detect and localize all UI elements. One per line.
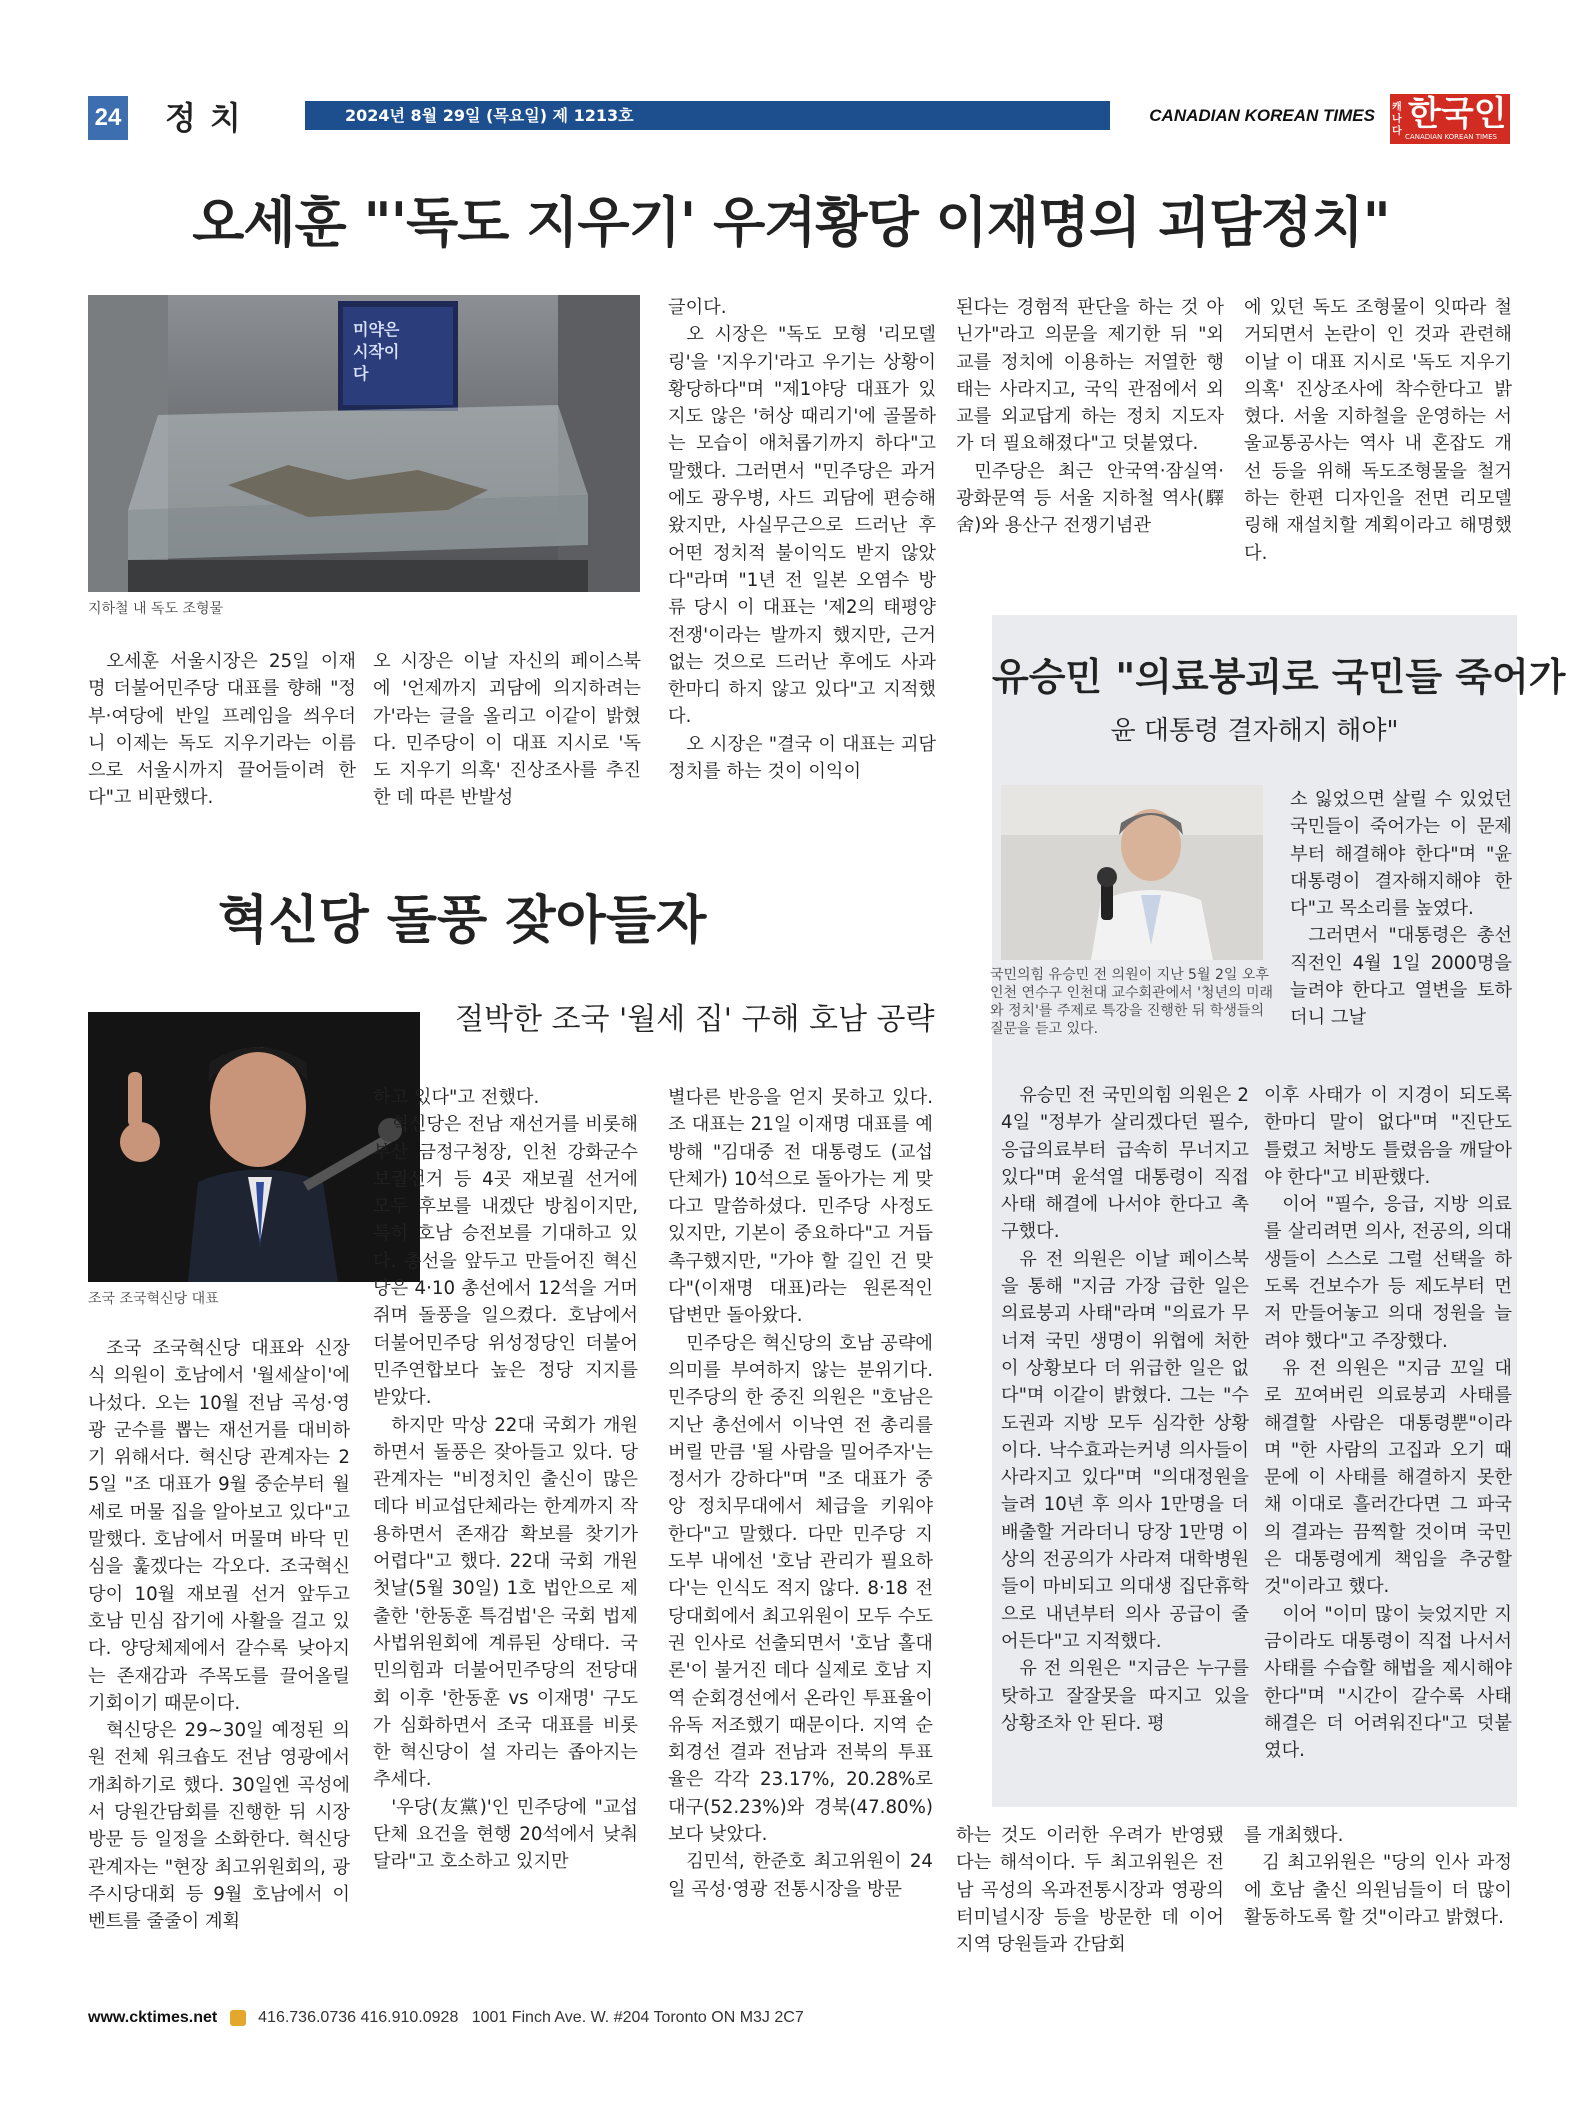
article1-headline: 오세훈 "'독도 지우기' 우겨황당 이재명의 괴담정치" — [192, 191, 1390, 254]
paragraph: 오 시장은 "독도 모형 '리모델링'을 '지우기'라고 우기는 상황이 황당하다"며 "제1야당 대표가 있지도 않은 '허상 때리기'에 골몰하는 모습이 애처롭기까지 하다"고 말했다. 그러면서 "민주당은 과거에도 광우병, 사드 괴담에 편승해 왔지만, 사실무근으로 드러난 후 어떤 정치적 불이익도 받지 않았다"라며 "1년 전 일본 오염수 방류 당시 이 대표는 '제2의 태평양 전쟁'이라는 발까지 했지만, 근거 없는 것으로 드러난 후에도 사과 한마디 하지 않고 있다"고 지적했다. — [668, 324, 936, 728]
paragraph: 이어 "필수, 응급, 지방 의료를 살리려면 의사, 전공의, 의대생들이 스스로 그럴 선택을 하도록 건보수가 등 제도부터 먼저 만들어놓고 의대 정원을 늘려야 했다"고 주장했다. — [1264, 1194, 1512, 1352]
page-number: 24 — [88, 96, 128, 140]
paragraph: 유 전 의원은 "지금은 누구를 탓하고 잘잘못을 따지고 있을 상황조차 안 된다. 평 — [1001, 1658, 1249, 1734]
article3-headline: 유승민 "의료붕괴로 국민들 죽어가 — [992, 655, 1566, 699]
article3-column-1 — [1001, 1082, 1249, 1792]
paragraph: 혁신당은 전남 재선거를 비롯해 부산 금정구청장, 인천 강화군수 보궐선거 등 4곳 재보궐 선거에 모두 후보를 내겠단 방침이지만, 특히 호남 승전보를 기대하고 있다. 총선을 앞두고 만들어진 혁신당은 4·10 총선에서 12석을 거머쥐며 돌풍을 일으켰다. 호남에서 더불어민주당 위성정당인 더불어민주연합보다 높은 정당 지지를 받았다. — [373, 1114, 638, 1409]
paragraph: 별다른 반응을 얻지 못하고 있다. 조 대표는 21일 이재명 대표를 예방해 "김대중 전 대통령도 (교섭단체가) 10석으로 돌아가는 게 맞다고 말씀하셨다. 민주당 사정도 있지만, 기본이 중요하다"고 거듭 촉구했지만, "가야 할 길인 건 맞다"(이재명 대표)라는 원론적인 답변만 돌아왔다. — [668, 1087, 933, 1327]
article1-photo — [88, 295, 640, 592]
article3-photo-caption: 국민의힘 유승민 전 의원이 지난 5월 2일 오후 인천 연수구 인천대 교수회관에서 '청년의 미래와 정치'를 주제로 특강을 진행한 뒤 학생들의 질문을 듣고 있다. — [990, 967, 1274, 1037]
paragraph: 소 잃었으면 살릴 수 있었던 국민들이 죽어가는 이 문제부터 해결해야 한다"며 "윤 대통령이 결자해지해야 한다"고 목소리를 높였다. — [1290, 789, 1512, 920]
article1-column-3 — [668, 294, 936, 862]
article2-column-3 — [668, 1084, 933, 1995]
svg-text:미약은: 미약은 — [353, 320, 400, 339]
paragraph: 글이다. — [668, 297, 727, 318]
paragraph: 하지만 막상 22대 국회가 개원하면서 돌풍은 잦아들고 있다. 당 관계자는 "비정치인 출신이 많은 데다 비교섭단체라는 한계까지 작용하면서 존재감 확보를 찾기가 어렵다"고 했다. 22대 국회 개원 첫날(5월 30일) 1호 법안으로 제출한 '한동훈 특검법'은 국회 법제사법위원회에 계류된 상태다. 국민의힘과 더불어민주당의 전당대회 이후 '한동훈 vs 이재명' 구도가 심화하면서 조국 대표를 비롯한 혁신당이 설 자리는 좁아지는 추세다. — [373, 1414, 638, 1791]
logo-small-text: 캐나다 — [1392, 102, 1402, 137]
svg-text:다: 다 — [353, 364, 369, 383]
article2-column-1 — [88, 1335, 350, 1995]
article2-column-4 — [956, 1822, 1224, 1992]
paragraph: '우당(友黨)'인 민주당에 "교섭단체 요건을 현행 20석에서 낮춰달라"고 호소하고 있지만 — [373, 1796, 638, 1873]
footer-url[interactable]: www.cktimes.net — [88, 2009, 218, 2026]
footer-phones: 416.736.0736 416.910.0928 — [258, 2009, 459, 2026]
paper-name: CANADIAN KOREAN TIMES — [1149, 106, 1375, 125]
article1-photo-caption: 지하철 내 독도 조형물 — [88, 601, 224, 617]
article1-column-1 — [88, 648, 356, 878]
article3-column-top — [1290, 786, 1512, 1056]
paragraph: 김민석, 한준호 최고위원이 24일 곡성·영광 전통시장을 방문 — [668, 1851, 933, 1900]
article2-column-5 — [1244, 1822, 1512, 1992]
paragraph: 조국 조국혁신당 대표와 신장식 의원이 호남에서 '월세살이'에 나섰다. 오는 10월 전남 곡성·영광 군수를 뽑는 재선거를 대비하기 위해서다. 혁신당 관계자는 25일 "조 대표가 9월 중순부터 월세로 머물 집을 알아보고 있다"고 말했다. 호남에서 머물며 바닥 민심을 훑겠다는 각오다. 조국혁신당이 10월 재보궐 선거 앞두고 호남 민심 잡기에 사활을 걸고 있다. 양당체제에서 갈수록 낮아지는 존재감과 주목도를 끌어올릴 기회이기 때문이다. — [88, 1338, 350, 1714]
paragraph: 그러면서 "대통령은 총선 직전인 4월 1일 2000명을 늘려야 한다고 열변을 토하더니 그날 — [1290, 925, 1512, 1029]
paragraph: 유 전 의원은 이날 페이스북을 통해 "지금 가장 급한 일은 의료붕괴 사태"라며 "의료가 무너져 국민 생명이 위협에 처한 이 상황보다 더 위급한 일은 없다"며 이같이 밝혔다. 그는 "수도권과 지방 모두 심각한 상황이다. 낙수효과는커녕 의사들이 사라지고 있다"며 "의대정원을 늘려 10년 후 의사 1만명을 더 배출할 거라더니 당장 1만명 이상의 전공의가 사라져 대학병원들이 마비되고 의대생 집단휴학으로 내년부터 의사 공급이 줄어든다"고 지적했다. — [1001, 1248, 1249, 1652]
article3-photo — [1001, 785, 1263, 960]
article2-photo — [88, 1012, 420, 1282]
footer — [88, 2007, 804, 2029]
paragraph: 민주당은 혁신당의 호남 공략에 의미를 부여하지 않는 분위기다. 민주당의 한 중진 의원은 "호남은 지난 총선에서 이낙연 전 총리를 버릴 만큼 '될 사람을 밀어주자'는 정서가 강하다"며 "조 대표가 중앙 정치무대에서 체급을 키워야 한다"고 말했다. 다만 민주당 지도부 내에선 '호남 관리가 필요하다'는 인식도 적지 않다. 8·18 전당대회에서 최고위원이 모두 수도권 인사로 선출되면서 '호남 홀대론'이 불거진 데다 실제로 호남 지역 순회경선에서 온라인 투표율이 유독 저조했기 때문이다. 지역 순회경선 결과 전남과 전북의 투표율은 각각 23.17%, 20.28%로 대구(52.23%)와 경북(47.80%)보다 낮았다. — [668, 1332, 933, 1846]
issue-date: 2024년 8월 29일 (목요일) 제 1213호 — [345, 106, 634, 125]
footer-address: 1001 Finch Ave. W. #204 Toronto ON M3J 2C7 — [471, 2009, 804, 2026]
article2-column-2 — [373, 1084, 638, 1995]
paragraph: 를 개최했다. — [1244, 1825, 1344, 1846]
article1-column-4 — [956, 294, 1224, 594]
article1-column-2 — [373, 648, 641, 878]
paragraph: 하는 것도 이러한 우려가 반영됐다는 해석이다. 두 최고위원은 전남 곡성의 옥과전통시장과 영광의 터미널시장 등을 방문한 데 이어 지역 당원들과 간담회 — [956, 1825, 1224, 1956]
logo-main-text: 한국인 — [1408, 94, 1507, 134]
paragraph: 이후 사태가 이 지경이 되도록 한마디 말이 없다"며 "진단도 틀렸고 처방도 틀렸음을 깨달아야 한다"고 비판했다. — [1264, 1085, 1512, 1188]
paragraph: 김 최고위원은 "당의 인사 과정에 호남 출신 의원님들이 더 많이 활동하도록 할 것"이라고 밝혔다. — [1244, 1852, 1512, 1928]
article2-subheadline: 절박한 조국 '월세 집' 구해 호남 공략 — [455, 1002, 935, 1037]
paragraph: 오 시장은 "결국 이 대표는 괴담 정치를 하는 것이 이익이 — [668, 733, 936, 783]
article2-headline: 혁신당 돌풍 잦아들자 — [218, 891, 707, 951]
paragraph: 유 전 의원은 "지금 꼬일 대로 꼬여버린 의료붕괴 사태를 해결할 사람은 대통령뿐"이라며 "한 사람의 고집과 오기 때문에 이 사태를 해결하지 못한 채 이대로 흘러간다면 그 파국의 결과는 끔찍할 것이며 국민은 대통령에게 책임을 추궁할 것"이라고 했다. — [1264, 1357, 1512, 1598]
svg-text:시작이: 시작이 — [353, 342, 400, 361]
article1-column-5 — [1244, 294, 1512, 594]
paragraph: 민주당은 최근 안국역·잠실역·광화문역 등 서울 지하철 역사(驛舍)와 용산구 전쟁기념관 — [956, 460, 1224, 537]
paragraph: 에 있던 독도 조형물이 잇따라 철거되면서 논란이 인 것과 관련해 이날 이 대표 지시로 '독도 지우기 의혹' 진상조사에 착수한다고 밝혔다. 서울 지하철을 운영하는 서울교통공사는 역사 내 혼잡도 개선 등을 위해 독도조형물을 철거하는 한편 디자인을 전면 리모델링해 재설치할 계획이라고 해명했다. — [1244, 297, 1512, 564]
logo-tagline: CANADIAN KOREAN TIMES WEEKLY — [1405, 133, 1497, 151]
article3-column-2 — [1264, 1082, 1512, 1792]
article3-subheadline: 윤 대통령 결자해지 해야" — [1110, 716, 1399, 746]
paragraph: 오 시장은 이날 자신의 페이스북에 '언제까지 괴담에 의지하려는가'라는 글을 올리고 이같이 밝혔다. 민주당이 이 대표 지시로 '독도 지우기 의혹' 진상조사를 추진한 데 따른 반발성 — [373, 651, 641, 809]
paragraph: 유승민 전 국민의힘 의원은 24일 "정부가 살리겠다던 필수, 응급의료부터 급속히 무너지고 있다"며 윤석열 대통령이 직접 사태 해결에 나서야 한다고 촉구했다. — [1001, 1085, 1249, 1243]
paper-logo — [1390, 94, 1510, 151]
paragraph: 이어 "이미 많이 늦었지만 지금이라도 대통령이 직접 나서서 사태를 수습할 해법을 제시해야 한다"며 "시간이 갈수록 사태 해결은 더 어려워진다"고 덧붙였다. — [1264, 1603, 1512, 1762]
paragraph: 오세훈 서울시장은 25일 이재명 더불어민주당 대표를 향해 "정부·여당에 반일 프레임을 씌우더니 이제는 독도 지우기라는 이름으로 서울시까지 끌어들이려 한다"고 비판했다. — [88, 651, 356, 809]
paragraph: 하고 있다"고 전했다. — [373, 1087, 540, 1108]
section-title: 정치 — [165, 99, 255, 137]
phone-icon — [230, 2010, 246, 2026]
paragraph: 혁신당은 29~30일 예정된 의원 전체 워크숍도 전남 영광에서 개최하기로 했다. 30일엔 곡성에서 당원간담회를 진행한 뒤 시장 방문 등 일정을 소화한다. 혁신당 관계자는 "현장 최고위원회의, 광주시당대회 등 9월 호남에서 이벤트를 줄줄이 계획 — [88, 1720, 350, 1933]
article2-photo-caption: 조국 조국혁신당 대표 — [88, 1291, 219, 1307]
paragraph: 된다는 경험적 판단을 하는 것 아닌가"라고 의문을 제기한 뒤 "외교를 정치에 이용하는 저열한 행태는 사라지고, 국익 관점에서 외교를 외교답게 하는 정치 지도자가 더 필요해졌다"고 덧붙였다. — [956, 297, 1224, 455]
